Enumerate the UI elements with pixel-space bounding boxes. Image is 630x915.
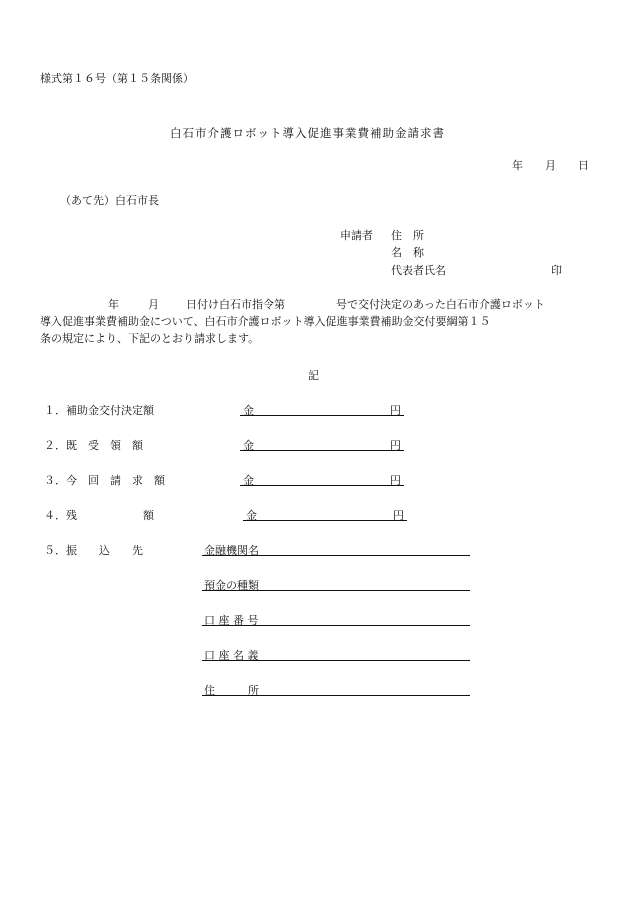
applicant-address-label: 住 所	[391, 229, 424, 242]
form-number: 様式第１６号（第１５条関係）	[40, 72, 194, 85]
document-title: 白石市介護ロボット導入促進事業費補助金請求書	[170, 126, 445, 140]
amount-prefix: 金	[246, 509, 257, 522]
transfer-label: ５．振 込 先	[44, 544, 143, 557]
item-label: ３．今 回 請 求 額	[44, 474, 165, 487]
amount-underline	[240, 471, 404, 486]
body-text-end: 号で交付決定のあった白石市介護ロボット	[336, 298, 545, 311]
date-year-label: 年	[512, 159, 523, 172]
body-year-label: 年	[108, 298, 119, 311]
amount-suffix: 円	[390, 474, 401, 487]
body-text-line2: 導入促進事業費補助金について、白石市介護ロボット導入促進事業費補助金交付要綱第１５	[40, 315, 491, 328]
transfer-field-label: 口 座 番 号	[204, 614, 259, 627]
body-month-label: 月	[148, 298, 159, 311]
date-day-label: 日	[578, 159, 589, 172]
amount-underline	[243, 506, 407, 521]
amount-suffix: 円	[390, 404, 401, 417]
addressee: （あて先）白石市長	[60, 194, 159, 207]
item-label: ２．既 受 領 額	[44, 439, 143, 452]
amount-suffix: 円	[393, 509, 404, 522]
amount-suffix: 円	[390, 439, 401, 452]
applicant-rep-label: 代表者氏名	[391, 264, 446, 277]
applicant-heading: 申請者	[340, 229, 373, 242]
transfer-field-label: 住 所	[204, 684, 259, 697]
amount-prefix: 金	[243, 439, 254, 452]
transfer-field-label: 口 座 名 義	[204, 649, 259, 662]
amount-underline	[240, 401, 404, 416]
applicant-name-label: 名 称	[391, 246, 424, 259]
amount-prefix: 金	[243, 474, 254, 487]
item-label: １．補助金交付決定額	[44, 404, 154, 417]
body-text-mid: 日付け白石市指令第	[186, 298, 285, 311]
transfer-field-label: 預金の種類	[204, 579, 259, 592]
date-month-label: 月	[545, 159, 556, 172]
body-text-line3: 条の規定により、下記のとおり請求します。	[40, 332, 260, 345]
transfer-field-label: 金融機関名	[204, 544, 259, 557]
amount-underline	[240, 436, 404, 451]
seal-mark: 印	[551, 264, 562, 277]
item-label: ４．残 額	[44, 509, 154, 522]
amount-prefix: 金	[243, 404, 254, 417]
ki-heading: 記	[308, 369, 319, 382]
